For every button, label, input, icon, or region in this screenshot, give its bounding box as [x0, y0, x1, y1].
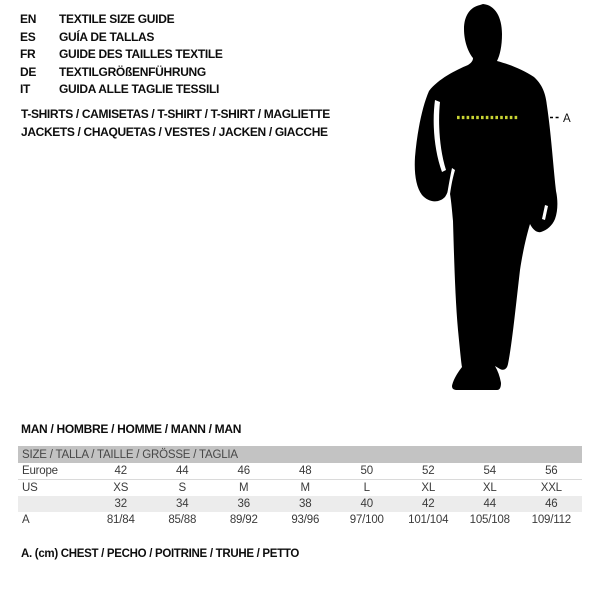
size-cell: 56: [521, 463, 583, 480]
language-row: [20, 64, 223, 82]
size-cell: 36: [237, 498, 250, 510]
size-cell: S: [178, 482, 186, 494]
size-cell: 42: [422, 498, 435, 510]
size-table: [18, 446, 582, 528]
language-code: EN: [20, 12, 37, 26]
size-cell: XL: [482, 482, 497, 494]
size-cell: 44: [483, 498, 496, 510]
size-cell: 38: [299, 498, 312, 510]
size-cell: 89/92: [229, 514, 258, 526]
size-cell: XXL: [540, 482, 562, 494]
size-cell: 40: [360, 498, 373, 510]
language-label: TEXTILE SIZE GUIDE: [59, 12, 175, 26]
language-label: GUIDE DES TAILLES TEXTILE: [59, 47, 223, 62]
size-cell: 50: [336, 463, 398, 480]
man-silhouette: [415, 4, 558, 390]
language-label: TEXTILGRÖßENFÜHRUNG: [59, 64, 206, 79]
man-silhouette-figure: [400, 0, 600, 410]
category-line: T-SHIRTS / CAMISETAS / T-SHIRT / T-SHIRT / MAGLIETTE: [21, 107, 330, 121]
size-table-header-row: [18, 446, 582, 463]
size-cell: 93/96: [291, 514, 320, 526]
language-label: GUIDA ALLE TAGLIE TESSILI: [59, 82, 220, 97]
language-row: [20, 81, 223, 99]
size-table-row: [18, 463, 582, 480]
size-cell: M: [300, 482, 310, 494]
size-cell: 109/112: [531, 514, 571, 526]
category-line: JACKETS / CHAQUETAS / VESTES / JACKEN / GIACCHE: [21, 124, 328, 139]
language-code: IT: [20, 82, 31, 97]
language-list: [20, 11, 223, 99]
language-code: DE: [20, 64, 37, 79]
size-cell: 105/108: [469, 514, 510, 526]
size-cell: M: [239, 482, 249, 494]
size-table-header-label: SIZE / TALLA / TAILLE / GRÖSSE / TAGLIA: [22, 448, 238, 461]
size-cell: XS: [113, 482, 129, 494]
language-row: [20, 29, 223, 47]
size-row-label: Europe: [18, 463, 90, 480]
measurement-footnote: A. (cm) CHEST / PECHO / POITRINE / TRUHE / PETTO: [21, 548, 300, 560]
language-row: [20, 46, 223, 64]
size-cell: L: [363, 482, 370, 494]
size-row-label: [18, 496, 90, 512]
size-table-row: [18, 496, 582, 512]
gender-heading: MAN / HOMBRE / HOMME / MANN / MAN: [21, 422, 242, 436]
size-cell: 42: [90, 463, 152, 480]
size-cell: 46: [545, 498, 558, 510]
size-table-row: [18, 512, 582, 528]
size-cell: 97/100: [349, 514, 384, 526]
size-table-row: [18, 480, 582, 497]
language-code: ES: [20, 29, 36, 44]
size-cell: 34: [176, 498, 189, 510]
size-cell: 48: [275, 463, 337, 480]
size-cell: 52: [398, 463, 460, 480]
language-code: FR: [20, 47, 36, 62]
size-cell: 46: [213, 463, 275, 480]
measurement-label-a: A: [563, 113, 571, 125]
size-cell: 44: [152, 463, 214, 480]
size-row-label: A: [22, 514, 30, 526]
size-cell: 101/104: [408, 514, 449, 526]
size-table-body: [18, 446, 582, 528]
size-cell: 81/84: [106, 514, 135, 526]
category-list: [21, 106, 330, 141]
size-cell: 85/88: [168, 514, 197, 526]
size-cell: XL: [421, 482, 436, 494]
size-cell: 32: [114, 498, 127, 510]
language-row: [20, 11, 223, 29]
language-label: GUÍA DE TALLAS: [59, 29, 155, 44]
size-row-label: US: [22, 482, 38, 494]
size-cell: 54: [459, 463, 521, 480]
